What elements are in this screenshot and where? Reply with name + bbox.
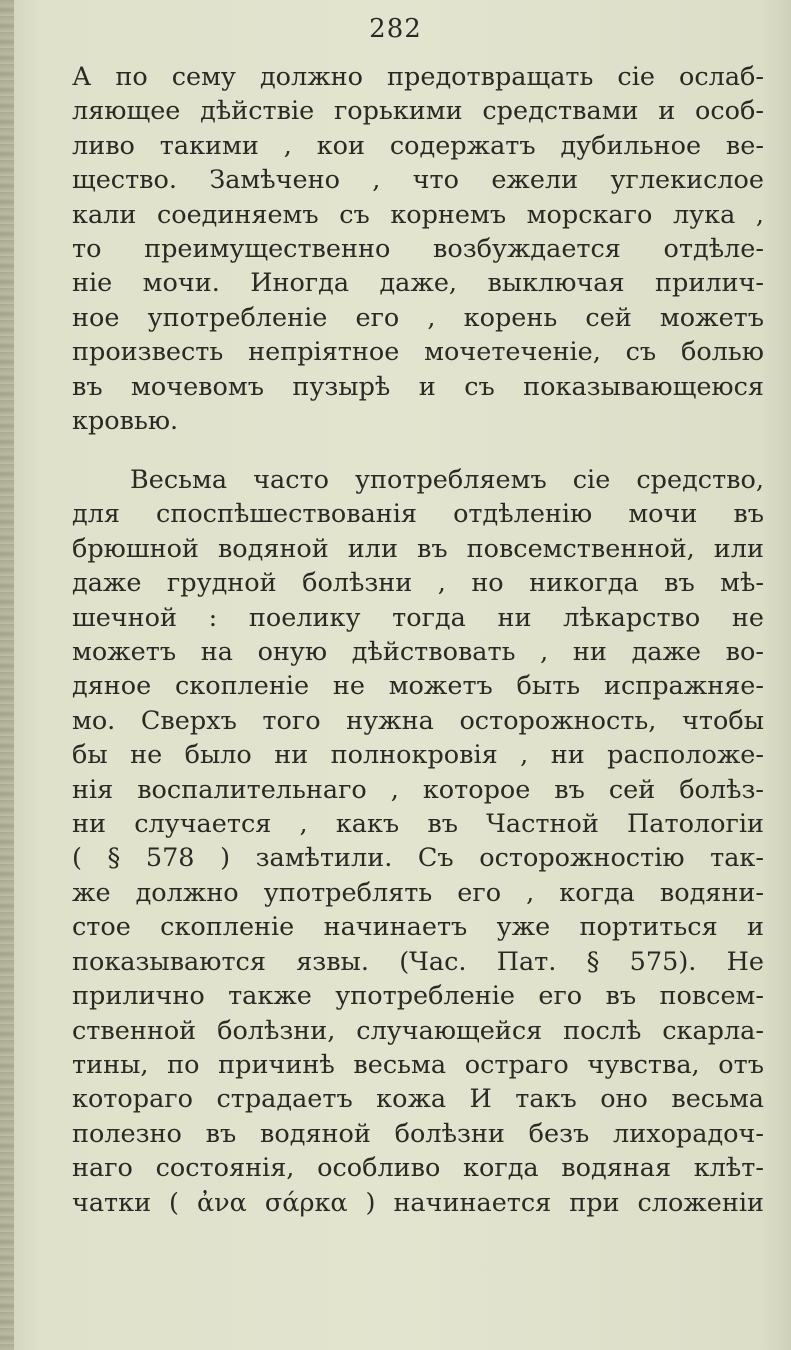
page-gutter xyxy=(0,0,14,1350)
text-line: ( § 578 ) замѣтили. Съ осторожностію так- xyxy=(72,843,764,874)
text-line: въ мочевомъ пузырѣ и съ показывающеюся xyxy=(72,371,764,402)
text-line: можетъ на оную дѣйствовать , ни даже во- xyxy=(72,637,764,668)
text-line: для споспѣшествованія отдѣленію мочи въ xyxy=(72,499,764,530)
text-line: даже грудной болѣзни , но никогда въ мѣ- xyxy=(72,568,764,599)
text-line: стое скопленіе начинаетъ уже портиться и xyxy=(72,912,764,943)
text-line: ное употребленіе его , корень сей можетъ xyxy=(72,302,764,333)
text-line: показываются язвы. (Час. Пат. § 575). Не xyxy=(72,946,764,977)
text-line: кровью. xyxy=(72,406,179,437)
text-line: бы не было ни полнокровія , ни расположе- xyxy=(72,740,764,771)
text-line: щество. Замѣчено , что ежели углекислое xyxy=(72,165,764,196)
text-line: ливо такими , кои содержатъ дубильное ве- xyxy=(72,130,764,161)
text-line: тины, по причинѣ весьма остраго чувства, отъ xyxy=(72,1049,764,1080)
text-line: Весьма часто употребляемъ сіе средство, xyxy=(130,465,764,495)
text-line: чатки ( ἀνα σάρκα ) начинается при сложеніи xyxy=(72,1187,764,1218)
text-line: же должно употреблять его , когда водяни- xyxy=(72,877,764,908)
text-line: прилично также употребленіе его въ повсем- xyxy=(72,981,764,1012)
text-line: наго состоянія, особливо когда водяная клѣт- xyxy=(72,1153,764,1184)
text-line: шечной : поелику тогда ни лѣкарство не xyxy=(72,602,764,633)
text-line: А по сему должно предотвращать сіе ослаб- xyxy=(72,62,764,92)
text-line: ни случается , какъ въ Частной Патологіи xyxy=(72,809,764,840)
text-line: котораго страдаетъ кожа И такъ оно весьма xyxy=(72,1084,764,1115)
paragraph-2 xyxy=(72,463,764,1220)
text-line: кали соединяемъ съ корнемъ морскаго лука , xyxy=(72,199,764,230)
paragraph-1 xyxy=(72,60,764,438)
page-number: 282 xyxy=(369,14,422,44)
text-line: ніе мочи. Иногда даже, выключая прилич- xyxy=(72,268,764,299)
text-line: нія воспалительнаго , которое въ сей болѣз- xyxy=(72,774,764,805)
text-line: ляющее дѣйствіе горькими средствами и особ- xyxy=(72,96,764,127)
text-line: ственной болѣзни, случающейся послѣ скарла- xyxy=(72,1015,764,1046)
text-line: произвесть непріятное мочетеченіе, съ болью xyxy=(72,337,764,368)
text-line: мо. Сверхъ того нужна осторожность, чтобы xyxy=(72,705,764,736)
text-line: полезно въ водяной болѣзни безъ лихорадоч- xyxy=(72,1118,764,1149)
text-line: брюшной водяной или въ повсемственной, или xyxy=(72,533,764,564)
text-line: то преимущественно возбуждается отдѣле- xyxy=(72,234,764,265)
text-line: дяное скопленіе не можетъ быть испражняе- xyxy=(72,671,764,702)
